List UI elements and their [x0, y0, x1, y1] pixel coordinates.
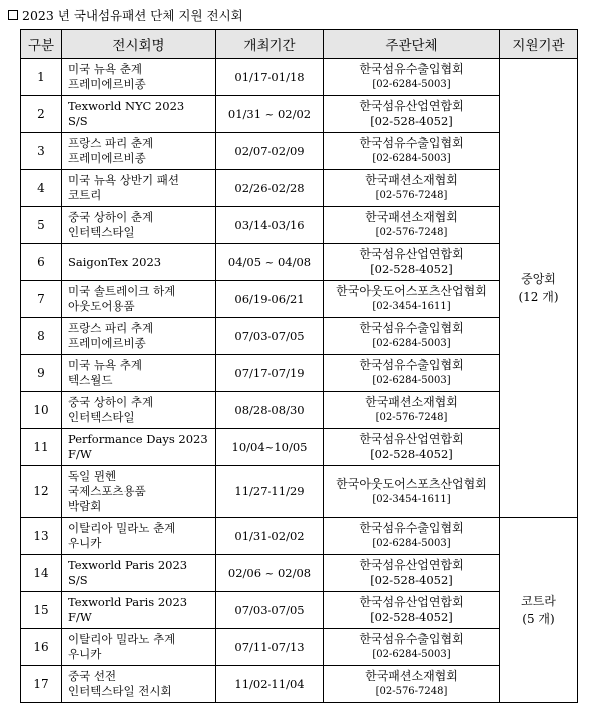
cell-period: 07/03-07/05 — [216, 592, 324, 629]
cell-no: 5 — [21, 207, 62, 244]
cell-organizer — [324, 392, 500, 429]
exhibition-name-line: 인터텍스타일 전시회 — [68, 684, 172, 698]
cell-no: 9 — [21, 355, 62, 392]
exhibition-name-line: S/S — [68, 114, 88, 128]
organizer-phone: [02-6284-5003] — [372, 338, 451, 349]
exhibition-name-line: 프랑스 파리 춘계 — [68, 136, 154, 150]
exhibition-name-line: 프레미에르비종 — [68, 77, 146, 91]
cell-period: 01/31 ~ 02/02 — [216, 96, 324, 133]
cell-no: 17 — [21, 666, 62, 703]
cell-exhibition-name — [62, 244, 216, 281]
document-title — [8, 6, 243, 24]
exhibition-name-line: 인터텍스타일 — [68, 410, 135, 424]
table-row — [21, 318, 578, 355]
exhibition-name-line: F/W — [68, 610, 92, 624]
cell-period: 02/06 ~ 02/08 — [216, 555, 324, 592]
table-row — [21, 244, 578, 281]
organizer-name: 한국섬유수출입협회 — [359, 632, 464, 646]
cell-period: 03/14-03/16 — [216, 207, 324, 244]
cell-exhibition-name — [62, 392, 216, 429]
cell-support-agency — [500, 518, 578, 703]
cell-no: 16 — [21, 629, 62, 666]
cell-organizer — [324, 170, 500, 207]
cell-period: 02/07-02/09 — [216, 133, 324, 170]
organizer-phone: [02-528-4052] — [370, 610, 453, 624]
exhibition-name-line: 코트리 — [68, 188, 102, 202]
cell-no: 12 — [21, 466, 62, 518]
table-header-row — [21, 30, 578, 59]
table-row — [21, 59, 578, 96]
exhibition-name-line: 중국 상하이 추계 — [68, 395, 154, 409]
exhibition-name-line: 박람회 — [68, 499, 102, 513]
organizer-name: 한국섬유수출입협회 — [359, 321, 464, 335]
exhibition-name-line: SaigonTex 2023 — [68, 254, 162, 269]
organizer-phone: [02-6284-5003] — [372, 649, 451, 660]
cell-organizer — [324, 281, 500, 318]
cell-no: 7 — [21, 281, 62, 318]
organizer-name: 한국섬유산업연합회 — [359, 432, 464, 446]
organizer-phone: [02-6284-5003] — [372, 153, 451, 164]
organizer-phone: [02-528-4052] — [370, 573, 453, 587]
cell-no: 15 — [21, 592, 62, 629]
cell-no: 6 — [21, 244, 62, 281]
cell-period: 02/26-02/28 — [216, 170, 324, 207]
organizer-name: 한국섬유수출입협회 — [359, 358, 464, 372]
exhibition-name-line: 중국 상하이 춘계 — [68, 210, 154, 224]
cell-exhibition-name — [62, 429, 216, 466]
exhibition-name-line: 미국 뉴욕 춘계 — [68, 62, 142, 76]
exhibition-name-line: Texworld Paris 2023 — [68, 558, 188, 572]
exhibition-name-line: 우니카 — [68, 647, 102, 661]
exhibition-table — [20, 29, 578, 703]
organizer-name: 한국패션소재협회 — [365, 173, 458, 187]
cell-no: 14 — [21, 555, 62, 592]
cell-organizer — [324, 629, 500, 666]
exhibition-name-line: Texworld NYC 2023 — [68, 99, 185, 113]
exhibition-name-line: 미국 뉴욕 상반기 패션 — [68, 173, 179, 187]
organizer-phone: [02-6284-5003] — [372, 538, 451, 549]
header-agency: 지원기관 — [500, 30, 578, 59]
organizer-name: 한국섬유산업연합회 — [359, 99, 464, 113]
agency-name: 코트라 — [521, 594, 556, 608]
table-row — [21, 355, 578, 392]
organizer-phone: [02-3454-1611] — [372, 493, 451, 505]
organizer-name: 한국섬유산업연합회 — [359, 247, 464, 261]
table-row — [21, 466, 578, 518]
agency-name: 중앙회 — [521, 272, 556, 286]
table-row — [21, 518, 578, 555]
organizer-phone: [02-528-4052] — [370, 262, 453, 276]
exhibition-name-line: F/W — [68, 447, 92, 461]
header-name: 전시회명 — [62, 30, 216, 59]
cell-no: 13 — [21, 518, 62, 555]
exhibition-name-line: Performance Days 2023 — [68, 432, 208, 446]
cell-exhibition-name — [62, 133, 216, 170]
organizer-name: 한국패션소재협회 — [365, 395, 458, 409]
header-no: 구분 — [21, 30, 62, 59]
cell-period: 11/02-11/04 — [216, 666, 324, 703]
cell-no: 11 — [21, 429, 62, 466]
cell-exhibition-name — [62, 666, 216, 703]
header-org: 주관단체 — [324, 30, 500, 59]
exhibition-name-line: 우니카 — [68, 536, 102, 550]
organizer-phone: [02-528-4052] — [370, 447, 453, 461]
cell-exhibition-name — [62, 170, 216, 207]
organizer-name: 한국섬유수출입협회 — [359, 62, 464, 76]
table-row — [21, 281, 578, 318]
table-row — [21, 133, 578, 170]
exhibition-name-line: 미국 솔트레이크 하계 — [68, 284, 176, 298]
cell-period: 11/27-11/29 — [216, 466, 324, 518]
table-body — [21, 59, 578, 703]
exhibition-name-line: Texworld Paris 2023 — [68, 595, 188, 609]
organizer-phone: [02-6284-5003] — [372, 79, 451, 90]
cell-exhibition-name — [62, 592, 216, 629]
organizer-phone: [02-6284-5003] — [372, 375, 451, 386]
checkbox-square-icon — [8, 10, 18, 20]
cell-organizer — [324, 133, 500, 170]
cell-exhibition-name — [62, 555, 216, 592]
table-row — [21, 429, 578, 466]
cell-no: 10 — [21, 392, 62, 429]
table-row — [21, 592, 578, 629]
exhibition-name-line: S/S — [68, 573, 88, 587]
organizer-name: 한국아웃도어스포츠산업협회 — [336, 476, 487, 491]
organizer-phone: [02-576-7248] — [375, 412, 448, 423]
cell-organizer — [324, 466, 500, 518]
table-row — [21, 555, 578, 592]
cell-period: 08/28-08/30 — [216, 392, 324, 429]
cell-organizer — [324, 318, 500, 355]
organizer-name: 한국섬유수출입협회 — [359, 521, 464, 535]
cell-exhibition-name — [62, 318, 216, 355]
exhibition-name-line: 프랑스 파리 추계 — [68, 321, 154, 335]
cell-no: 2 — [21, 96, 62, 133]
exhibition-name-line: 인터텍스타일 — [68, 225, 135, 239]
organizer-phone: [02-576-7248] — [375, 190, 448, 201]
cell-period: 01/17-01/18 — [216, 59, 324, 96]
cell-no: 8 — [21, 318, 62, 355]
cell-exhibition-name — [62, 629, 216, 666]
cell-organizer — [324, 59, 500, 96]
cell-period: 06/19-06/21 — [216, 281, 324, 318]
cell-exhibition-name — [62, 518, 216, 555]
exhibition-name-line: 이탈리아 밀라노 춘계 — [68, 521, 176, 535]
cell-exhibition-name — [62, 207, 216, 244]
cell-organizer — [324, 244, 500, 281]
cell-organizer — [324, 96, 500, 133]
cell-organizer — [324, 592, 500, 629]
cell-no: 1 — [21, 59, 62, 96]
cell-exhibition-name — [62, 281, 216, 318]
agency-count: (5 개) — [522, 612, 555, 626]
exhibition-name-line: 아웃도어용품 — [68, 299, 135, 313]
cell-period: 01/31-02/02 — [216, 518, 324, 555]
organizer-name: 한국섬유산업연합회 — [359, 595, 464, 609]
exhibition-name-line: 중국 선전 — [68, 669, 117, 683]
cell-organizer — [324, 429, 500, 466]
organizer-name: 한국패션소재협회 — [365, 210, 458, 224]
cell-period: 07/03-07/05 — [216, 318, 324, 355]
cell-period: 04/05 ~ 04/08 — [216, 244, 324, 281]
cell-period: 07/17-07/19 — [216, 355, 324, 392]
cell-organizer — [324, 207, 500, 244]
table-row — [21, 207, 578, 244]
exhibition-name-line: 미국 뉴욕 추계 — [68, 358, 142, 372]
exhibition-name-line: 독일 뮌헨 — [68, 469, 117, 483]
exhibition-name-line: 국제스포츠용품 — [68, 484, 146, 498]
organizer-phone: [02-3454-1611] — [372, 301, 451, 312]
organizer-phone: [02-576-7248] — [375, 686, 448, 697]
exhibition-name-line: 텍스월드 — [68, 373, 113, 387]
organizer-phone: [02-528-4052] — [370, 114, 453, 128]
cell-period: 07/11-07/13 — [216, 629, 324, 666]
organizer-name: 한국패션소재협회 — [365, 669, 458, 683]
table-row — [21, 96, 578, 133]
cell-period: 10/04~10/05 — [216, 429, 324, 466]
cell-exhibition-name — [62, 466, 216, 518]
title-text: 2023 년 국내섬유패션 단체 지원 전시회 — [22, 8, 243, 23]
organizer-name: 한국아웃도어스포츠산업협회 — [336, 284, 487, 298]
table-row — [21, 392, 578, 429]
table-row — [21, 629, 578, 666]
cell-organizer — [324, 666, 500, 703]
cell-no: 4 — [21, 170, 62, 207]
organizer-name: 한국섬유수출입협회 — [359, 136, 464, 150]
exhibition-name-line: 프레미에르비종 — [68, 151, 146, 165]
exhibition-name-line: 이탈리아 밀라노 추계 — [68, 632, 176, 646]
cell-support-agency — [500, 59, 578, 518]
organizer-name: 한국섬유산업연합회 — [359, 558, 464, 572]
table-row — [21, 170, 578, 207]
cell-no: 3 — [21, 133, 62, 170]
cell-exhibition-name — [62, 96, 216, 133]
exhibition-name-line: 프레미에르비종 — [68, 336, 146, 350]
cell-exhibition-name — [62, 355, 216, 392]
table-row — [21, 666, 578, 703]
agency-count: (12 개) — [518, 290, 559, 304]
cell-organizer — [324, 355, 500, 392]
organizer-phone: [02-576-7248] — [375, 227, 448, 238]
cell-organizer — [324, 518, 500, 555]
header-period: 개최기간 — [216, 30, 324, 59]
cell-organizer — [324, 555, 500, 592]
cell-exhibition-name — [62, 59, 216, 96]
